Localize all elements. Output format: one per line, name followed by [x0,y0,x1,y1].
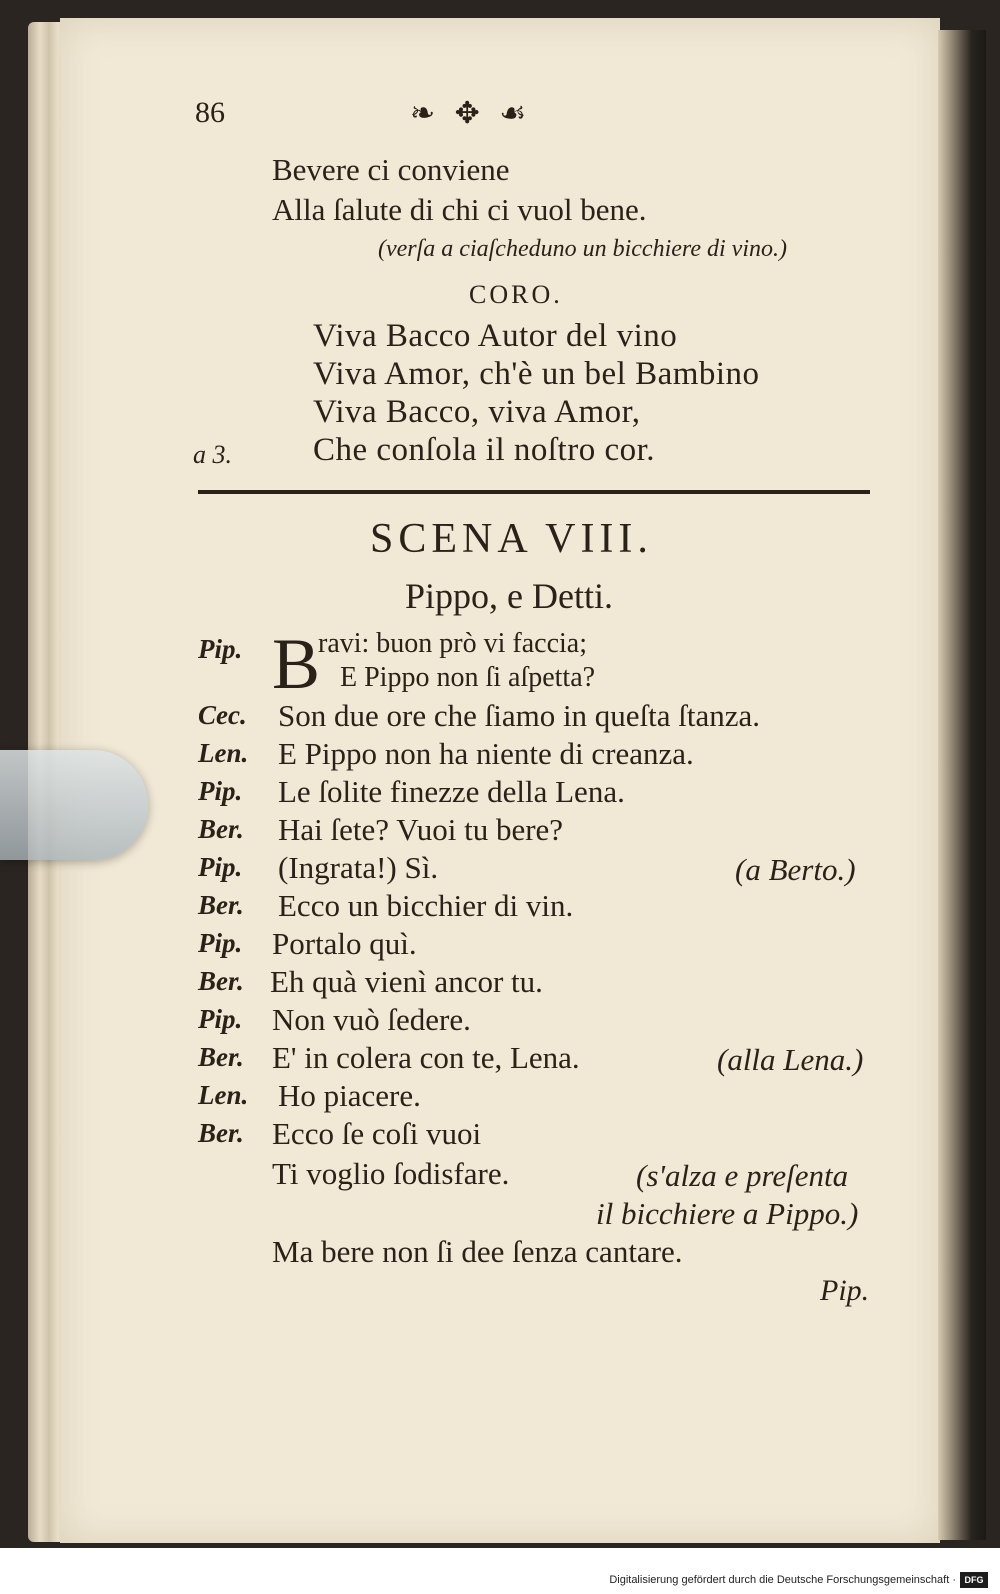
coro-line: Viva Bacco Autor del vino [313,318,678,354]
dialogue-line: Eh quà vienì ancor tu. [270,964,543,999]
dialogue-line: (Ingrata!) Sì. [278,850,439,885]
dialogue-line: Le ſolite finezze della Lena. [278,774,625,809]
speaker-label: Cec. [198,700,247,730]
stage-direction: (alla Lena.) [717,1042,864,1077]
dialogue-line: Non vuò ſedere. [272,1002,471,1037]
speaker-label: Pip. [198,1004,243,1034]
dialogue-line: E Pippo non ſi aſpetta? [340,662,596,693]
coro-line: Viva Amor, ch'è un bel Bambino [313,356,760,392]
footer-bar [0,1548,1000,1594]
coro-marker: a 3. [193,440,232,469]
section-divider [198,490,870,494]
dialogue-line: Portalo quì. [272,926,417,961]
speaker-label: Len. [198,738,249,768]
speaker-label: Ber. [198,890,244,920]
thumb-holder [0,750,148,860]
dialogue-line: Ti voglio ſodisfare. [272,1156,510,1191]
speaker-label: Ber. [198,1042,244,1072]
stage-direction: (a Berto.) [735,852,856,887]
speaker-label: Pip. [198,776,243,806]
speaker-label: Pip. [198,852,243,882]
ornament-icon: ❧ ✥ ☙ [410,97,533,130]
stage-direction: (s'alza e preſenta [636,1158,849,1193]
coro-line: Che conſola il noſtro cor. [313,432,656,468]
verse-line: Alla ſalute di chi ci vuol bene. [272,192,647,227]
coro-line: Viva Bacco, viva Amor, [313,394,641,430]
dialogue-line: ravi: buon prò vi faccia; [318,628,588,659]
drop-cap: B [272,624,321,704]
speaker-label: Pip. [198,928,243,958]
dialogue-line: Son due ore che ſiamo in queſta ſtanza. [278,698,761,733]
footer-credit: Digitalisierung gefördert durch die Deutsche Forschungsgemeinschaft · [609,1574,956,1586]
dialogue-line: E' in colera con te, Lena. [272,1040,580,1075]
dialogue-line: Hai ſete? Vuoi tu bere? [278,812,564,847]
verse-line: Bevere ci conviene [272,152,510,187]
dialogue-line: Ecco ſe coſi vuoi [272,1116,482,1151]
dialogue-line: Ho piacere. [278,1078,421,1113]
speaker-label: Ber. [198,814,244,844]
dialogue-line: E Pippo non ha niente di creanza. [278,736,694,771]
facing-page-edge [938,30,986,1540]
coro-title: CORO. [469,280,563,309]
speaker-label: Len. [198,1080,249,1110]
scene-title: SCENA VIII. [370,516,653,562]
dialogue-line: Ma bere non ſi dee ſenza cantare. [272,1234,683,1269]
page-number: 86 [195,96,225,129]
stage-direction: il bicchiere a Pippo.) [596,1196,859,1231]
scene-persons: Pippo, e Detti. [405,576,613,616]
speaker-label: Ber. [198,966,244,996]
dfg-logo-icon: DFG [960,1572,988,1588]
speaker-label: Pip. [198,634,243,664]
stage-direction: (verſa a ciaſcheduno un bicchiere di vino.) [378,236,787,262]
dialogue-line: Ecco un bicchier di vin. [278,888,574,923]
speaker-label: Ber. [198,1118,244,1148]
catchword: Pip. [820,1274,870,1307]
